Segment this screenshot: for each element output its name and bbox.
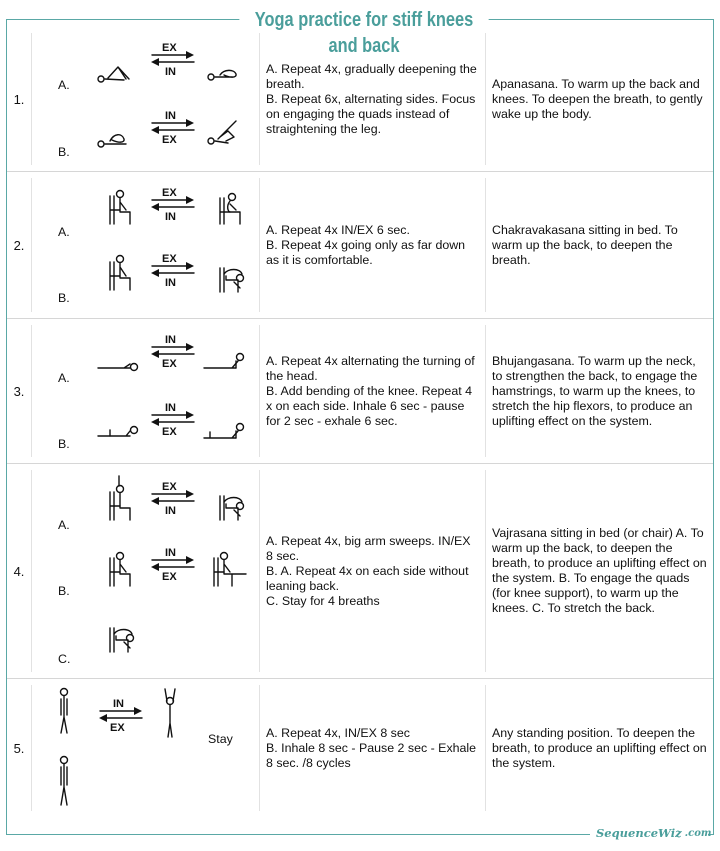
seated-forward-fold-figure — [108, 626, 136, 656]
inhale-label: IN — [165, 110, 176, 122]
page-title: Yoga practice for stiff knees and back — [239, 7, 488, 33]
inhale-label: IN — [165, 547, 176, 559]
variant-label: B. — [58, 291, 70, 305]
standing-figure — [56, 755, 72, 807]
description-text: Any standing position. To deepen the breath, to produce an uplifting effect on the system. — [485, 685, 713, 811]
description-text: Bhujangasana. To warm up the neck, to strengthen the back, to engage the hamstrings, to warm up the knees, to stretch the hip flexors, to produce an uplifting effect on the system. — [485, 325, 713, 457]
row-number: 1. — [13, 91, 25, 107]
variant-label: A. — [58, 371, 70, 385]
cobra-pose-figure — [202, 351, 248, 373]
standing-figure — [56, 687, 72, 735]
row-number: 3. — [13, 383, 25, 399]
exhale-label: EX — [162, 253, 177, 265]
instructions-text: A. Repeat 4x, gradually deepening the breath. B. Repeat 6x, alternating sides. Focus on engaging the quads instead of straightening the leg. — [259, 33, 485, 165]
exhale-label: EX — [162, 134, 177, 146]
inhale-label: IN — [165, 334, 176, 346]
row-number: 5. — [13, 740, 25, 756]
logo-wordmark: SequenceWiz — [596, 826, 682, 840]
pose-figures — [31, 685, 259, 811]
inhale-label: IN — [165, 505, 176, 517]
variant-label: C. — [58, 652, 71, 666]
pose-figures — [31, 178, 259, 312]
breath-arrows-in-ex — [148, 401, 198, 437]
variant-label: B. — [58, 145, 70, 159]
variant-label: A. — [58, 78, 70, 92]
breath-arrows-in-ex — [96, 697, 146, 733]
apanasana-leg-raised-figure — [206, 119, 242, 149]
description-text: Apanasana. To warm up the back and knees. To deepen the breath, to gently wake up the body. — [485, 33, 713, 165]
exhale-label: EX — [110, 722, 125, 734]
seated-upright-figure — [108, 252, 134, 294]
seated-upright-figure — [108, 188, 134, 228]
seated-forward-fold-figure — [218, 266, 246, 296]
standing-arms-up-figure — [162, 687, 178, 739]
cobra-knee-bent-figure — [202, 419, 248, 443]
inhale-label: IN — [165, 277, 176, 289]
breath-arrows-ex-in — [148, 41, 198, 77]
seated-upright-figure — [108, 550, 134, 590]
instructions-text: A. Repeat 4x, big arm sweeps. IN/EX 8 sec. B. A. Repeat 4x on each side without leaning back. C. Stay for 4 breaths — [259, 470, 485, 672]
variant-label: B. — [58, 437, 70, 451]
inhale-label: IN — [165, 211, 176, 223]
seated-leg-extended-figure — [212, 550, 252, 590]
breath-arrows-ex-in — [148, 480, 198, 516]
description-text: Chakravakasana sitting in bed. To warm up the back, to deepen the breath. — [485, 178, 713, 312]
breath-arrows-ex-in — [148, 252, 198, 288]
inhale-label: IN — [165, 66, 176, 78]
prone-knee-bent-figure — [96, 421, 142, 441]
exhale-label: EX — [162, 481, 177, 493]
seated-arms-up-figure — [108, 474, 134, 524]
prone-lying-figure — [96, 359, 142, 373]
stay-label: Stay — [208, 732, 233, 746]
exhale-label: EX — [162, 571, 177, 583]
exhale-label: EX — [162, 42, 177, 54]
description-text: Vajrasana sitting in bed (or chair) A. To warm up the back, to deepen the breath, to produce an uplifting effect on the system. B. To engage the quads (for knee support), to warm up the knees. C. To stretch the back. — [485, 470, 713, 672]
instructions-text: A. Repeat 4x IN/EX 6 sec. B. Repeat 4x going only as far down as it is comfortable. — [259, 178, 485, 312]
inhale-label: IN — [113, 698, 124, 710]
instructions-text: A. Repeat 4x, IN/EX 8 sec B. Inhale 8 sec - Pause 2 sec - Exhale 8 sec. /8 cycles — [259, 685, 485, 811]
exhale-label: EX — [162, 187, 177, 199]
seated-rounded-figure — [218, 192, 244, 228]
pose-figures — [31, 325, 259, 457]
sequencewiz-logo — [590, 822, 712, 844]
logo-suffix: .com — [684, 827, 712, 839]
instructions-text: A. Repeat 4x alternating the turning of the head. B. Add bending of the knee. Repeat 4 x on each side. Inhale 6 sec - pause for 2 sec - exhale 6 sec. — [259, 325, 485, 457]
table-row — [7, 464, 713, 679]
table-row — [7, 679, 713, 817]
exhale-label: EX — [162, 426, 177, 438]
pose-figures — [31, 33, 259, 165]
breath-arrows-ex-in — [148, 186, 198, 222]
table-row — [7, 319, 713, 464]
inhale-label: IN — [165, 402, 176, 414]
variant-label: B. — [58, 584, 70, 598]
breath-arrows-in-ex — [148, 333, 198, 369]
seated-forward-fold-figure — [218, 494, 246, 524]
row-number: 4. — [13, 563, 25, 579]
variant-label: A. — [58, 225, 70, 239]
breath-arrows-in-ex — [148, 546, 198, 582]
row-number: 2. — [13, 237, 25, 253]
apanasana-knees-bent-figure — [96, 63, 136, 85]
apanasana-one-knee-figure — [96, 127, 136, 151]
apanasana-knees-to-chest-figure — [206, 63, 242, 85]
exhale-label: EX — [162, 358, 177, 370]
pose-figures — [31, 470, 259, 672]
breath-arrows-in-ex — [148, 109, 198, 145]
table-row — [7, 172, 713, 319]
table-row — [7, 27, 713, 172]
variant-label: A. — [58, 518, 70, 532]
